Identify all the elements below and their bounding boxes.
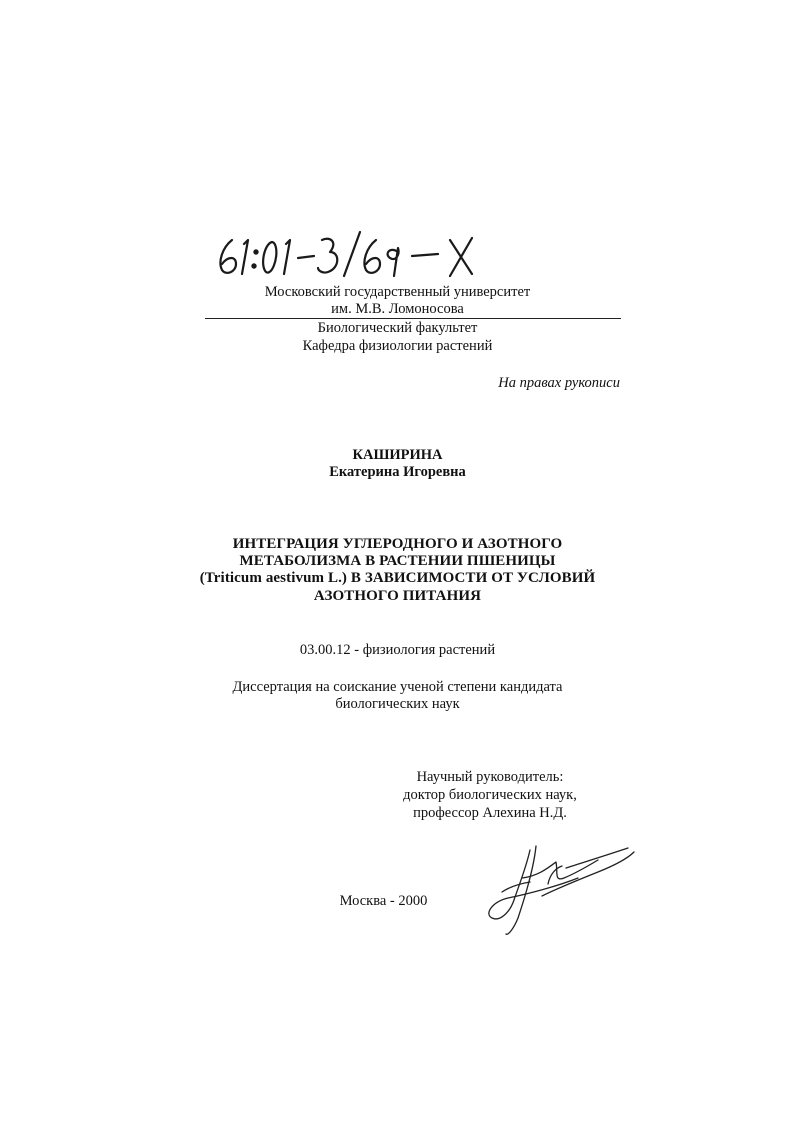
thesis-title-line: (Triticum aestivum L.) В ЗАВИСИМОСТИ ОТ УСЛОВИЙ xyxy=(199,570,596,586)
author-surname: КАШИРИНА xyxy=(352,447,443,463)
handwritten-catalog-code xyxy=(210,222,490,282)
thesis-title-line: АЗОТНОГО ПИТАНИЯ xyxy=(313,588,482,604)
city-year: Москва - 2000 xyxy=(339,893,428,909)
signature xyxy=(478,838,648,938)
header-divider xyxy=(205,318,621,319)
thesis-title-line: МЕТАБОЛИЗМА В РАСТЕНИИ ПШЕНИЦЫ xyxy=(239,553,556,569)
degree-line: Диссертация на соискание ученой степени кандидата xyxy=(232,679,563,695)
university-honorific: им. М.В. Ломоносова xyxy=(331,301,464,317)
supervisor-degree: доктор биологических наук, xyxy=(403,787,577,803)
supervisor-name: профессор Алехина Н.Д. xyxy=(413,805,567,821)
supervisor-label: Научный руководитель: xyxy=(416,769,564,785)
degree-line: биологических наук xyxy=(335,696,460,712)
manuscript-note: На правах рукописи xyxy=(498,375,620,391)
author-given-names: Екатерина Игоревна xyxy=(329,464,466,480)
university-name: Московский государственный университет xyxy=(264,284,531,300)
specialty-code: 03.00.12 - физиология растений xyxy=(299,642,496,658)
thesis-title-line: ИНТЕГРАЦИЯ УГЛЕРОДНОГО И АЗОТНОГО xyxy=(232,536,563,552)
faculty-name: Биологический факультет xyxy=(317,320,478,336)
department-name: Кафедра физиологии растений xyxy=(302,338,493,354)
